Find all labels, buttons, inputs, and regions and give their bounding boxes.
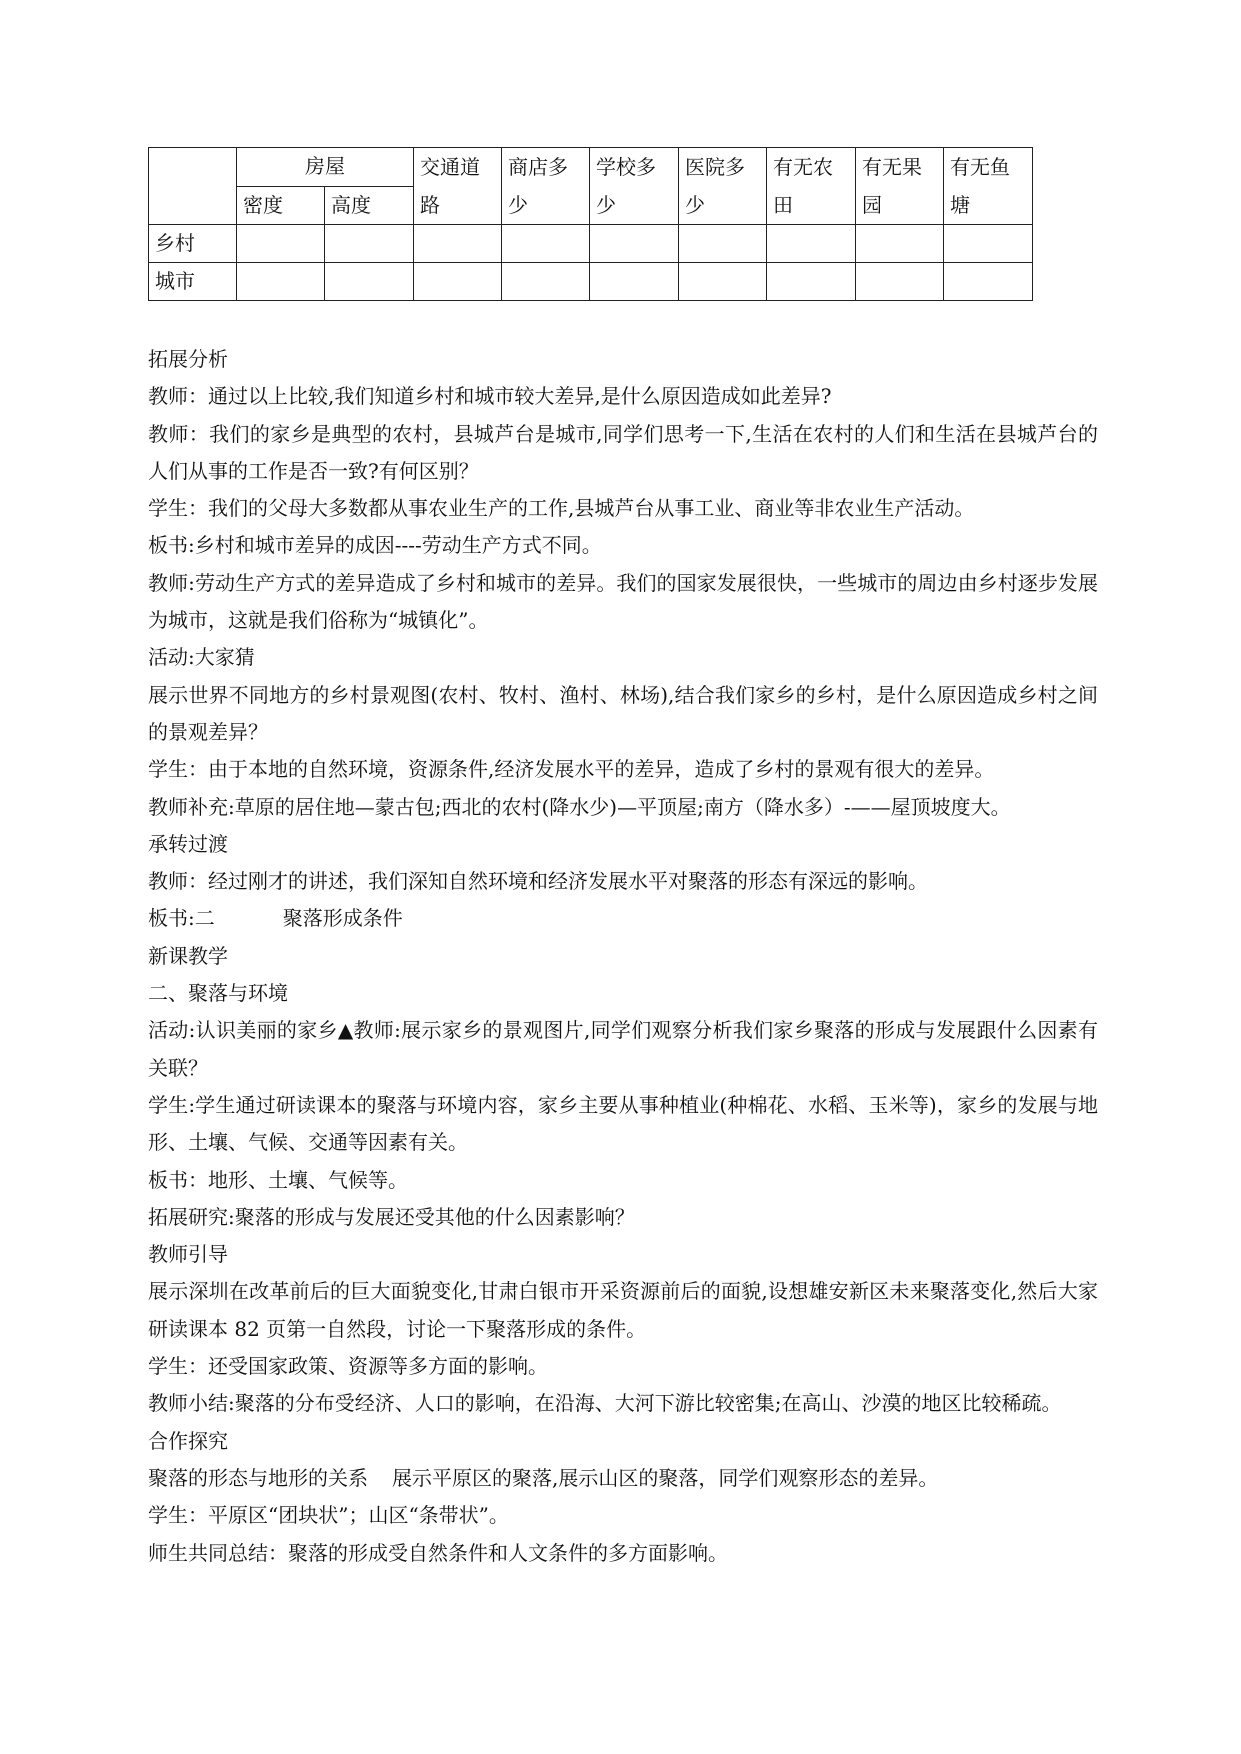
table-cell (237, 225, 325, 263)
paragraph: 教师：经过刚才的讲述，我们深知自然环境和经济发展水平对聚落的形态有深远的影响。 (148, 869, 928, 894)
paragraph: 学生:学生通过研读课本的聚落与环境内容，家乡主要从事种植业(种棉花、水稻、玉米等)，家乡的发展与地形、土壤、气候、交通等因素有关。 (148, 1092, 1098, 1155)
section-heading: 合作探究 (148, 1428, 228, 1453)
table-cell (767, 263, 856, 301)
paragraph: 学生：还受国家政策、资源等多方面的影响。 (148, 1354, 548, 1379)
paragraph: 教师：通过以上比较,我们知道乡村和城市较大差异,是什么原因造成如此差异? (148, 384, 832, 409)
paragraph: 教师补充:草原的居住地—蒙古包;西北的农村(降水少)—平顶屋;南方（降水多）-——屋顶坡度大。 (148, 794, 1011, 819)
lesson-body (148, 341, 1098, 1572)
table-cell (944, 263, 1033, 301)
paragraph: 师生共同总结：聚落的形成受自然条件和人文条件的多方面影响。 (148, 1540, 728, 1565)
paragraph: 教师小结:聚落的分布受经济、人口的影响，在沿海、大河下游比较密集;在高山、沙漠的地区比较稀疏。 (148, 1391, 1062, 1416)
table-cell (856, 263, 944, 301)
table-cell (590, 225, 679, 263)
table-cell (679, 225, 767, 263)
section-heading: 新课教学 (148, 943, 228, 968)
section-heading: 承转过渡 (148, 831, 228, 856)
comparison-table (148, 147, 1033, 301)
paragraph: 学生：我们的父母大多数都从事农业生产的工作,县城芦台从事工业、商业等非农业生产活动。 (148, 496, 975, 521)
section-heading: 拓展分析 (148, 347, 228, 371)
table-row (149, 263, 1033, 301)
table-corner-cell (149, 148, 237, 225)
header-farmland: 有无农田 (767, 148, 856, 225)
table-cell (856, 225, 944, 263)
header-height: 高度 (325, 186, 414, 225)
board-note (148, 900, 1098, 937)
paragraph: 板书：地形、土壤、气候等。 (148, 1167, 408, 1192)
table-cell (325, 263, 414, 301)
row-label-city: 城市 (149, 263, 237, 301)
table-row (149, 225, 1033, 263)
section-heading: 教师引导 (148, 1242, 228, 1267)
paragraph: 教师:劳动生产方式的差异造成了乡村和城市的差异。我们的国家发展很快，一些城市的周边由乡村逐步发展为城市，这就是我们俗称为“城镇化”。 (148, 570, 1098, 633)
table-cell (237, 263, 325, 301)
table-cell (414, 263, 502, 301)
header-fishpond: 有无鱼塘 (944, 148, 1033, 225)
section-heading: 二、聚落与环境 (148, 981, 288, 1006)
table-cell (414, 225, 502, 263)
table-cell (944, 225, 1033, 263)
header-orchard: 有无果园 (856, 148, 944, 225)
table-cell (325, 225, 414, 263)
header-shops: 商店多少 (502, 148, 590, 225)
header-house: 房屋 (237, 148, 414, 187)
row-label-rural: 乡村 (149, 225, 237, 263)
paragraph: 展示世界不同地方的乡村景观图(农村、牧村、渔村、林场),结合我们家乡的乡村，是什么原因造成乡村之间的景观差异？ (148, 682, 1098, 744)
topic-text: 展示平原区的聚落,展示山区的聚落，同学们观察形态的差异。 (392, 1465, 939, 1490)
header-hospitals: 医院多少 (679, 148, 767, 225)
table-cell (767, 225, 856, 263)
paragraph: 活动:认识美丽的家乡▲教师:展示家乡的景观图片,同学们观察分析我们家乡聚落的形成与发展跟什么因素有关联？ (148, 1018, 1098, 1080)
board-note-title: 聚落形成条件 (282, 906, 403, 931)
table-cell (502, 225, 590, 263)
board-note-prefix: 板书:二 (148, 906, 215, 931)
paragraph: 教师：我们的家乡是典型的农村，县城芦台是城市,同学们思考一下,生活在农村的人们和生活在县城芦台的人们从事的工作是否一致?有何区别？ (148, 421, 1098, 483)
table-cell (679, 263, 767, 301)
paragraph: 拓展研究:聚落的形成与发展还受其他的什么因素影响？ (148, 1204, 635, 1229)
paragraph (148, 1460, 1098, 1497)
header-schools: 学校多少 (590, 148, 679, 225)
header-traffic: 交通道路 (414, 148, 502, 225)
paragraph: 展示深圳在改革前后的巨大面貌变化,甘肃白银市开采资源前后的面貌,设想雄安新区未来聚落变化,然后大家研读课本 82 页第一自然段，讨论一下聚落形成的条件。 (148, 1279, 1098, 1341)
paragraph: 学生：平原区“团块状”；山区“条带状”。 (148, 1503, 509, 1528)
topic-label: 聚落的形态与地形的关系 (148, 1465, 368, 1490)
paragraph: 板书:乡村和城市差异的成因----劳动生产方式不同。 (148, 533, 602, 558)
header-density: 密度 (237, 186, 325, 225)
section-heading: 活动:大家猜 (148, 645, 255, 670)
table-cell (502, 263, 590, 301)
table-header-row (149, 148, 1033, 187)
table-cell (590, 263, 679, 301)
paragraph: 学生：由于本地的自然环境，资源条件,经济发展水平的差异，造成了乡村的景观有很大的差异。 (148, 757, 995, 782)
